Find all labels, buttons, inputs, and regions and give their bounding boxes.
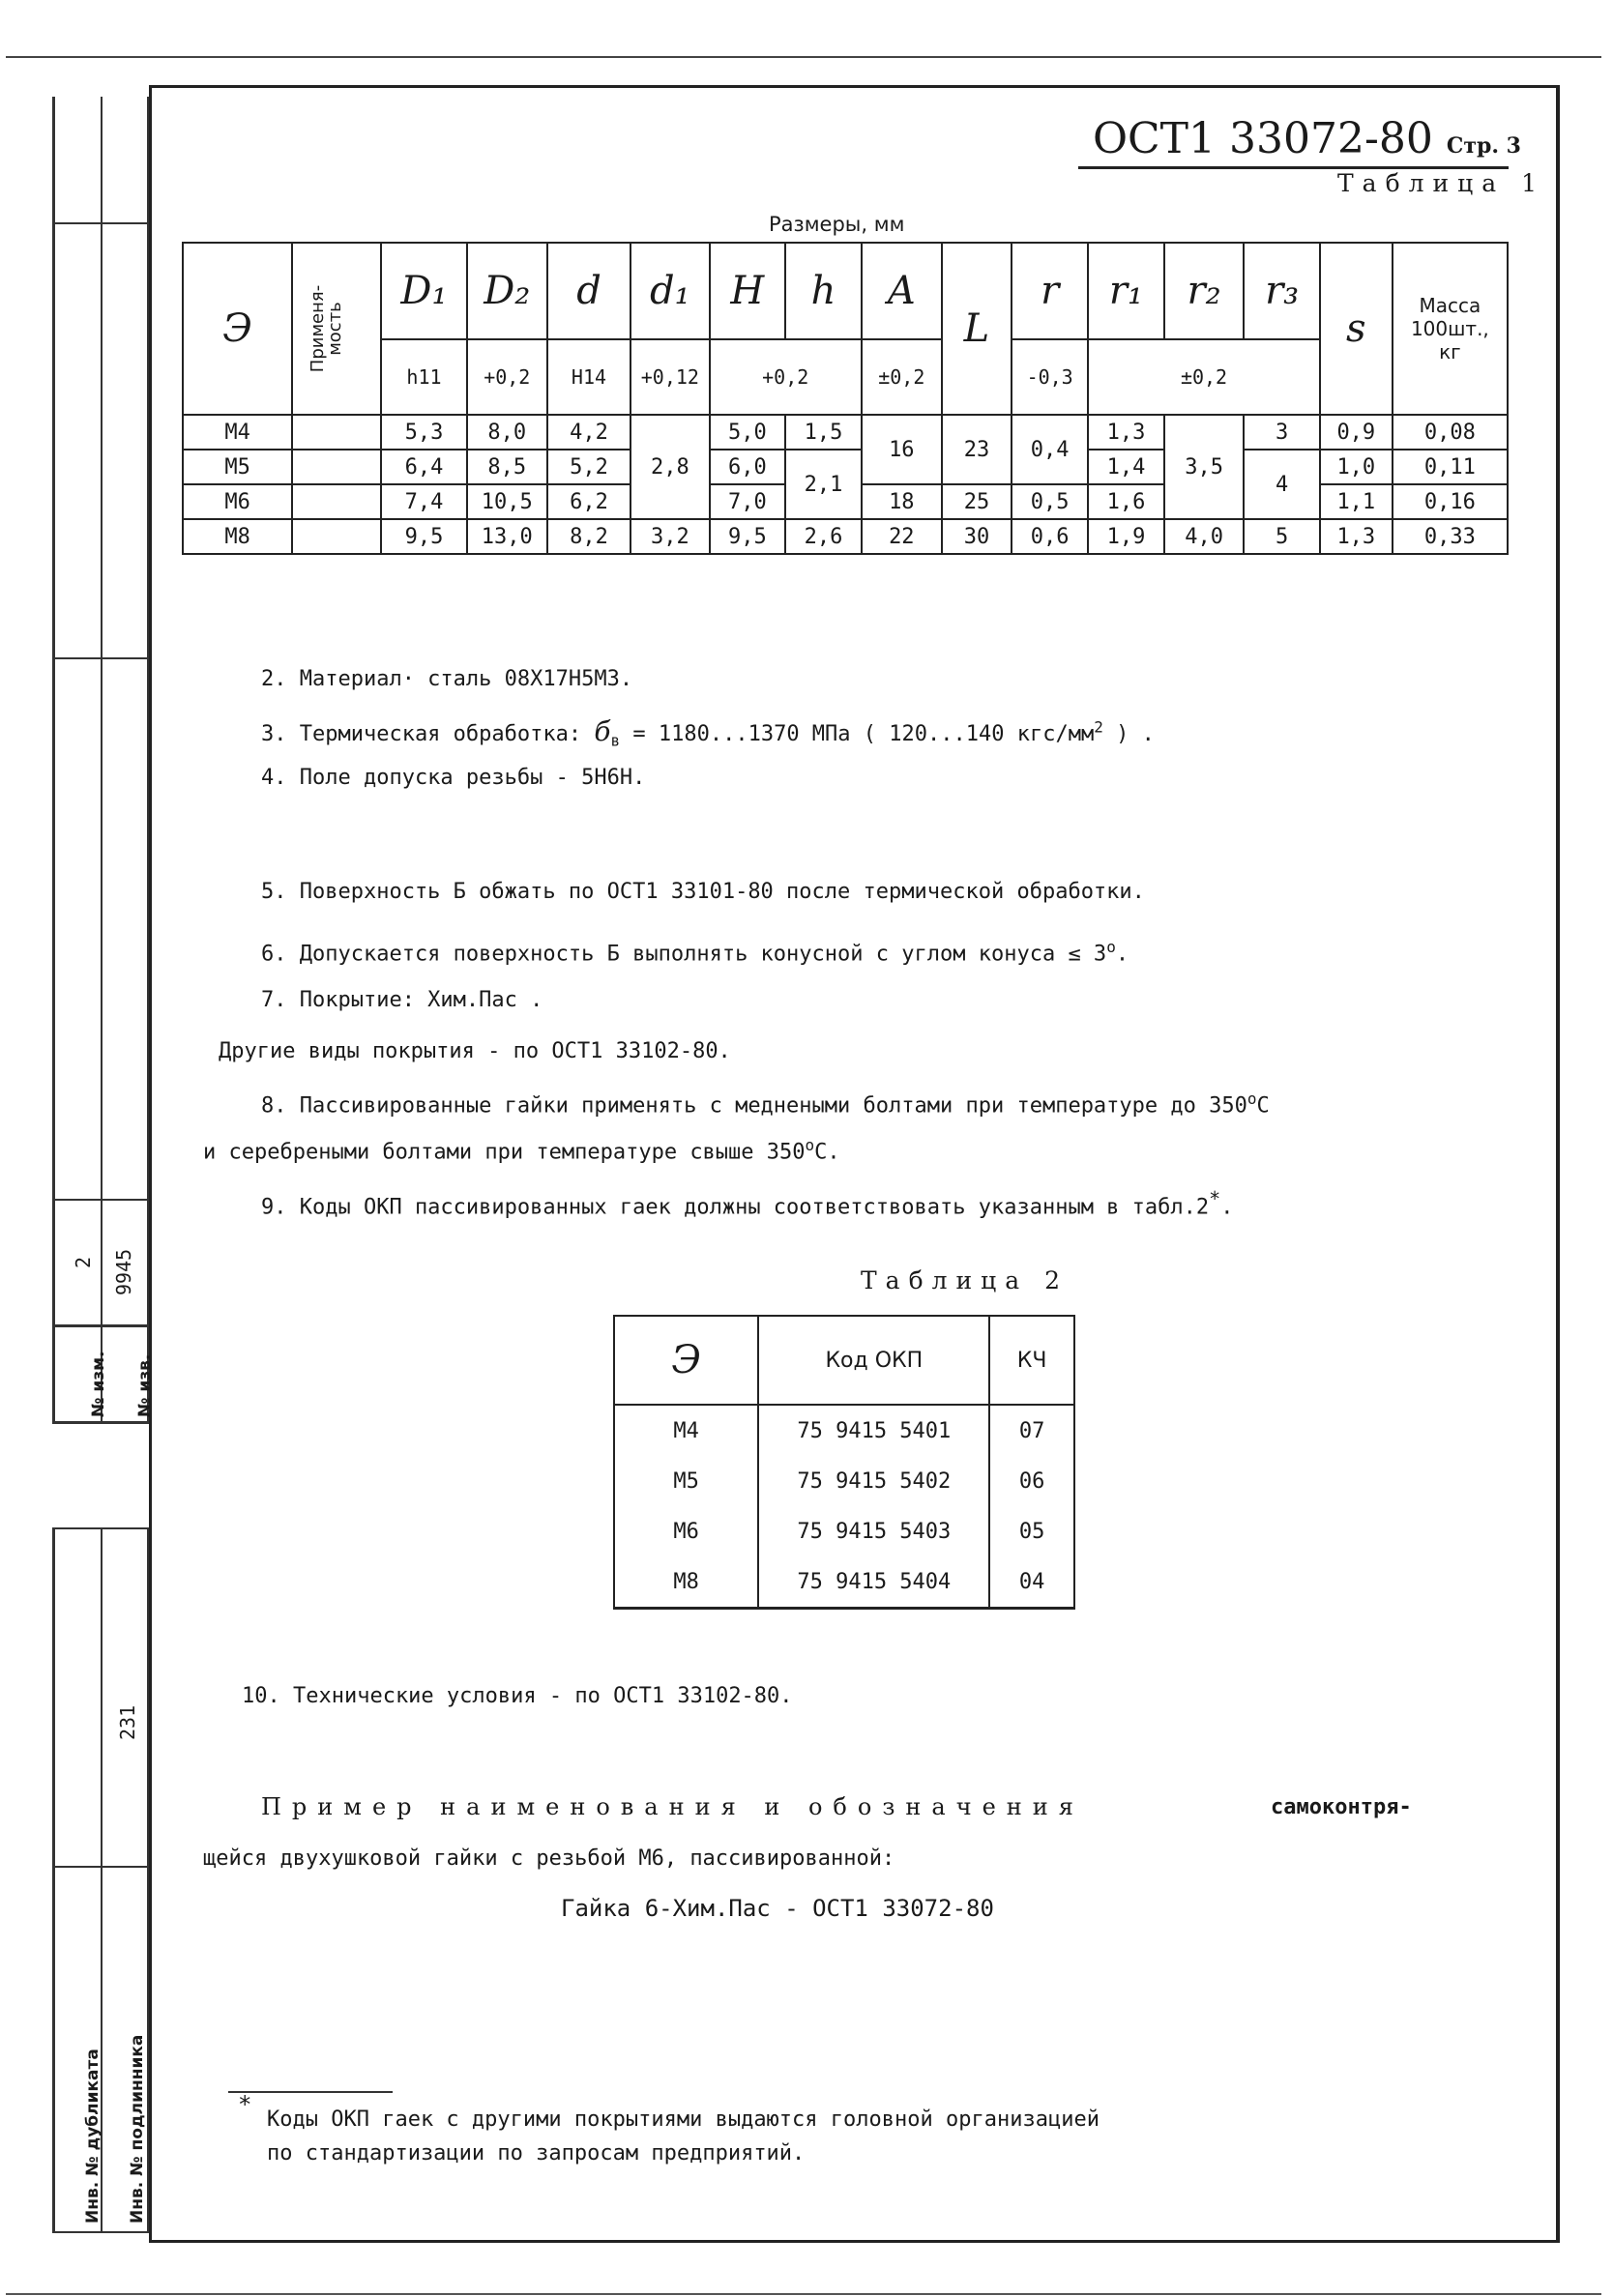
cell: 1,1 [1320,484,1393,519]
cell: 2,6 [785,519,862,554]
a-header: A [862,243,942,339]
cell: 0,33 [1393,519,1508,554]
cell: 0,5 [1012,484,1088,519]
note-6-end: . [1115,942,1129,967]
cell: 10,5 [467,484,547,519]
cell: 8,2 [547,519,631,554]
table-row [614,1506,1074,1556]
cell: 13,0 [467,519,547,554]
note-7: 7. Покрытие: Хим.Пас . [261,988,543,1012]
r3-header: r₃ [1244,243,1320,339]
cell: 6,4 [381,450,467,484]
table1-label: Таблица 1 [1336,169,1545,197]
cell: 5,3 [381,415,467,450]
page-label: Стр. 3 [1446,133,1521,159]
t2-thread-header: Э [614,1316,758,1405]
cell: M8 [614,1556,758,1609]
note-4: 4. Поле допуска резьбы - 5Н6Н. [261,766,646,790]
cell: 9,5 [710,519,786,554]
sidebar-divider [52,1324,149,1327]
cell: 5,0 [710,415,786,450]
cell: M8 [183,519,292,554]
cell: 6,2 [547,484,631,519]
footnote-mark: * [238,2091,252,2118]
example-heading: Пример наименования и обозначения [261,1793,1084,1820]
cell [292,450,381,484]
table-row [614,1456,1074,1506]
r2-header: r₂ [1164,243,1245,339]
rev-value: 2 [72,1256,95,1268]
example-line-2: щейся двухушковой гайки с резьбой М6, пассивированной: [203,1846,895,1871]
cell: 0,9 [1320,415,1393,450]
cell: M5 [183,450,292,484]
r-tolerance: -0,3 [1012,339,1088,415]
note-6-text: 6. Допускается поверхность Б выполнять конусной с углом конуса ≤ 3 [261,942,1107,967]
l-header: L [942,243,1012,415]
sidebar-column-left [52,97,103,1421]
d1-outer-header: D₁ [381,243,467,339]
table-row [183,519,1508,554]
standard-code [1093,114,1521,163]
note-8a [261,1090,1270,1118]
sigma-symbol: б [594,715,611,747]
cell: 75 9415 5403 [758,1506,989,1556]
note-7b: Другие виды покрытия - по ОСТ1 33102-80. [219,1039,731,1063]
cell: M4 [614,1405,758,1456]
cell: M4 [183,415,292,450]
note-5: 5. Поверхность Б обжать по ОСТ1 33101-80 после термической обработки. [261,880,1145,904]
r-header: r [1012,243,1088,339]
sidebar-divider [52,1199,149,1201]
cell: 8,5 [467,450,547,484]
h-upper-header: H [710,243,786,339]
note-3-pre: 3. Термическая обработка: [261,722,582,746]
cell: 18 [862,484,942,519]
cell: 1,3 [1320,519,1393,554]
note-9-sup: * [1209,1187,1221,1210]
note-6 [261,938,1129,966]
cell [292,484,381,519]
sidebar-column-right [101,97,149,1421]
t2-kch-header: КЧ [989,1316,1074,1405]
cell: 1,5 [785,415,862,450]
cell: 3,2 [631,519,709,554]
note-8b [203,1136,840,1164]
footnote-line-2: по стандартизации по запросам предприятий. [267,2141,806,2165]
d1-inner-header: d₁ [631,243,709,339]
cell: 05 [989,1506,1074,1556]
hh-tolerance: +0,2 [710,339,862,415]
mass-header: Масса 100шт., кг [1393,243,1508,415]
cell: M6 [614,1506,758,1556]
cell: 2,1 [785,450,862,519]
cell [292,519,381,554]
cell: 1,6 [1088,484,1164,519]
cell: 25 [942,484,1012,519]
a-tolerance: ±0,2 [862,339,942,415]
okp-codes-table [613,1315,1075,1610]
cell: 5 [1244,519,1320,554]
usage-header [292,243,381,415]
cell: 5,2 [547,450,631,484]
dimensions-table [182,242,1509,555]
cell: 04 [989,1556,1074,1609]
d2-tolerance: +0,2 [467,339,547,415]
cell: M5 [614,1456,758,1506]
cell: 0,08 [1393,415,1508,450]
table2-label: Таблица 2 [861,1266,1070,1294]
table-row [614,1556,1074,1609]
usage-header-text: Применя-мость [308,284,346,373]
cell: 1,9 [1088,519,1164,554]
cell: 75 9415 5404 [758,1556,989,1609]
cell: 3 [1244,415,1320,450]
note-8b-text: и серебреными болтами при температуре свыше 350 [203,1140,806,1165]
cell: 2,8 [631,415,709,519]
note-3 [261,715,1155,749]
dimensions-caption: Размеры, мм [769,213,905,236]
note-9-text: 9. Коды ОКП пассивированных гаек должны соответствовать указанным в табл.2 [261,1195,1210,1220]
standard-code-text: ОСТ1 33072-80 [1092,114,1433,163]
note-3-values: = 1180...1370 МПа ( 120...140 кгс/мм [632,722,1095,746]
notice-label: № изв. [135,1353,155,1417]
cell: 30 [942,519,1012,554]
cell: 1,0 [1320,450,1393,484]
cell: 9,5 [381,519,467,554]
cell: 22 [862,519,942,554]
note-8a-text: 8. Пассивированные гайки применять с меднеными болтами при температуре до 350 [261,1093,1247,1119]
note-3-end: ) . [1116,722,1155,746]
sidebar-divider [52,222,149,224]
sidebar-divider [52,1866,149,1868]
notice-value: 9945 [112,1248,135,1295]
d1-tolerance: h11 [381,339,467,415]
cell: 75 9415 5402 [758,1456,989,1506]
cell: 16 [862,415,942,484]
cell: 3,5 [1164,415,1245,519]
d-header: d [547,243,631,339]
cell: 8,0 [467,415,547,450]
t2-code-header: Код ОКП [758,1316,989,1405]
note-8b-end: С. [814,1140,840,1165]
sidebar-divider [52,1421,149,1424]
cell: 0,11 [1393,450,1508,484]
note-10: 10. Технические условия - по ОСТ1 33102-80. [242,1684,793,1708]
rev-label: № изм. [89,1351,108,1417]
note-9-end: . [1220,1195,1234,1220]
note-8b-sup: о [805,1136,815,1154]
cell: 23 [942,415,1012,484]
cell: 6,0 [710,450,786,484]
d1-inner-tolerance: +0,12 [631,339,709,415]
d2-header: D₂ [467,243,547,339]
note-8a-end: С [1256,1093,1270,1119]
example-heading-tail: самоконтря- [1271,1795,1412,1819]
footnote-rule [228,2091,393,2093]
cell: 1,3 [1088,415,1164,450]
footnote-line-1: Коды ОКП гаек с другими покрытиями выдаются головной организацией [267,2107,1100,2132]
original-inv-label: Инв. № подлинника [128,2034,147,2223]
h-lower-header: h [785,243,862,339]
r1-header: r₁ [1088,243,1164,339]
note-2: 2. Материал· сталь 08Х17Н5М3. [261,667,633,691]
cell: 0,4 [1012,415,1088,484]
cell: 7,0 [710,484,786,519]
note-6-sup: о [1106,938,1116,956]
cell [292,415,381,450]
duplicate-inv-label: Инв. № дубликата [83,2049,103,2223]
r123-tolerance: ±0,2 [1088,339,1320,415]
note-3-sup: 2 [1094,717,1103,737]
cell: 4,2 [547,415,631,450]
table-row [614,1405,1074,1456]
thread-header: Э [183,243,292,415]
note-9 [261,1187,1233,1219]
cell: 0,6 [1012,519,1088,554]
note-8a-sup: о [1246,1090,1257,1108]
cell: 07 [989,1405,1074,1456]
sidebar-divider [52,657,149,659]
cell: M6 [183,484,292,519]
cell: 0,16 [1393,484,1508,519]
cell: 7,4 [381,484,467,519]
sigma-subscript: в [610,731,621,750]
cell: 1,4 [1088,450,1164,484]
s-header: s [1320,243,1393,415]
table-row [183,415,1508,450]
cell: 06 [989,1456,1074,1506]
example-designation: Гайка 6-Хим.Пас - ОСТ1 33072-80 [561,1895,994,1922]
cell: 4 [1244,450,1320,519]
cell: 75 9415 5401 [758,1405,989,1456]
d-tolerance: H14 [547,339,631,415]
table-row [183,450,1508,484]
cell: 4,0 [1164,519,1245,554]
sheet-number: 231 [116,1704,139,1740]
